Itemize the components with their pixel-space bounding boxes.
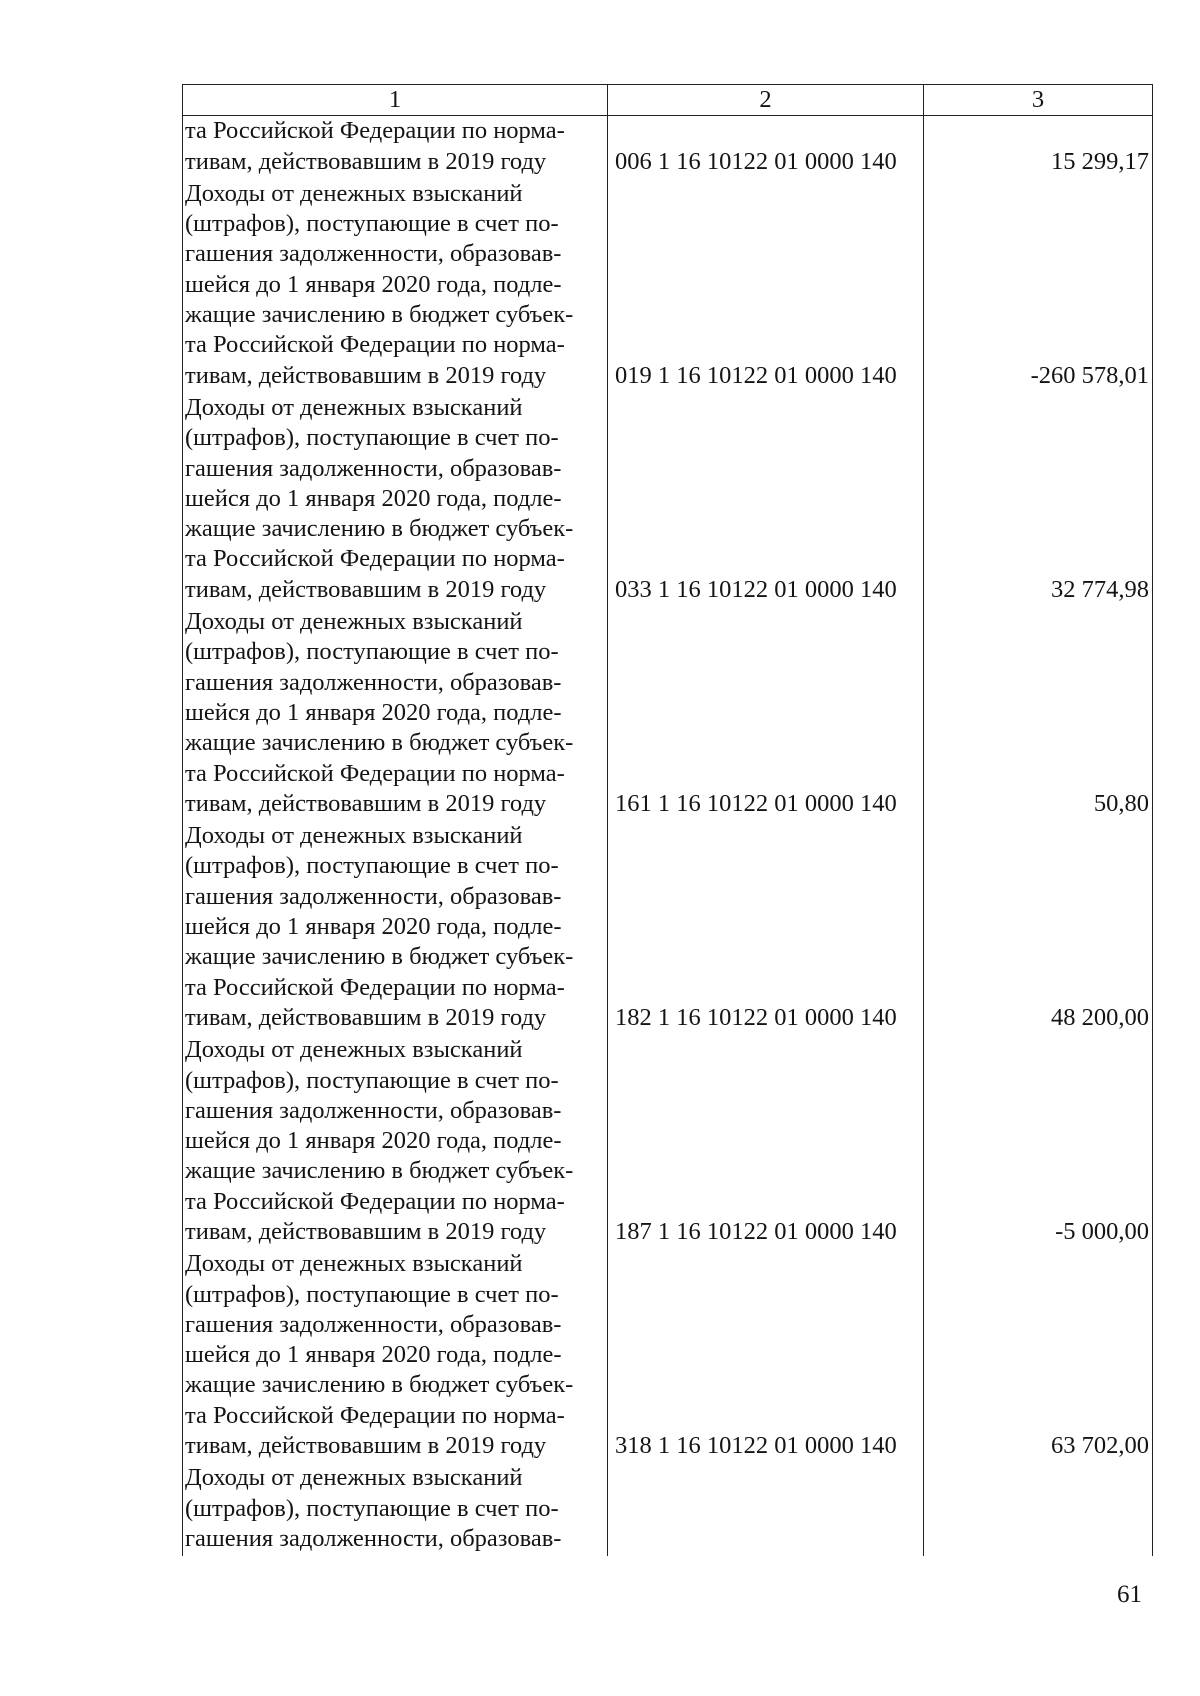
revenue-table [182, 84, 1153, 1556]
description-cell [183, 607, 608, 821]
description-cell [183, 116, 608, 179]
description-line: тивам, действовавшим в 2019 году [185, 147, 547, 175]
description-line: жащие зачислению в бюджет субъек- [185, 1157, 574, 1185]
budget-code-cell: 161 1 16 10122 01 0000 140 [608, 607, 924, 821]
budget-code-cell: 006 1 16 10122 01 0000 140 [608, 116, 924, 179]
column-header-3: 3 [924, 85, 1153, 116]
budget-code-cell [608, 1463, 924, 1556]
description-line: Доходы от денежных взысканий [185, 1464, 523, 1492]
description-cell [183, 179, 608, 393]
amount-cell: -260 578,01 [924, 179, 1153, 393]
amount-cell: 63 702,00 [924, 1249, 1153, 1463]
amount-cell: 32 774,98 [924, 393, 1153, 607]
table-row [183, 607, 1153, 821]
description-line: тивам, действовавшим в 2019 году [185, 575, 547, 603]
description-line: тивам, действовавшим в 2019 году [185, 361, 547, 389]
description-line: та Российской Федерации по норма- [185, 1187, 565, 1215]
description-line: шейся до 1 января 2020 года, подле- [185, 1127, 562, 1155]
description-line: гашения задолженности, образовав- [185, 454, 562, 482]
description-line: тивам, действовавшим в 2019 году [185, 789, 547, 817]
description-line: Доходы от денежных взысканий [185, 822, 523, 850]
column-header-1: 1 [183, 85, 608, 116]
amount-cell: 50,80 [924, 607, 1153, 821]
budget-code-cell: 318 1 16 10122 01 0000 140 [608, 1249, 924, 1463]
description-cell [183, 821, 608, 1035]
description-line: та Российской Федерации по норма- [185, 545, 565, 573]
amount-cell [924, 1463, 1153, 1556]
table-row [183, 179, 1153, 393]
table-row [183, 116, 1153, 179]
description-line: шейся до 1 января 2020 года, подле- [185, 270, 562, 298]
description-line: тивам, действовавшим в 2019 году [185, 1217, 547, 1245]
budget-code-cell: 033 1 16 10122 01 0000 140 [608, 393, 924, 607]
description-line: жащие зачислению в бюджет субъек- [185, 1371, 574, 1399]
page-number: 61 [1117, 1581, 1142, 1608]
description-cell [183, 1463, 608, 1556]
description-line: жащие зачислению в бюджет субъек- [185, 729, 574, 757]
description-line: шейся до 1 января 2020 года, подле- [185, 913, 562, 941]
description-line: гашения задолженности, образовав- [185, 1310, 562, 1338]
description-line: тивам, действовавшим в 2019 году [185, 1432, 547, 1460]
column-header-2: 2 [608, 85, 924, 116]
description-line: шейся до 1 января 2020 года, подле- [185, 484, 562, 512]
table-row [183, 821, 1153, 1035]
table-body [183, 116, 1153, 1556]
description-line: та Российской Федерации по норма- [185, 331, 565, 359]
description-line: (штрафов), поступающие в счет по- [185, 852, 559, 880]
description-line: шейся до 1 января 2020 года, подле- [185, 698, 562, 726]
description-line: та Российской Федерации по норма- [185, 117, 565, 145]
description-line: жащие зачислению в бюджет субъек- [185, 301, 574, 329]
table-row [183, 1463, 1153, 1556]
description-line: (штрафов), поступающие в счет по- [185, 1494, 559, 1522]
table-row [183, 1249, 1153, 1463]
description-line: та Российской Федерации по норма- [185, 1401, 565, 1429]
description-cell [183, 393, 608, 607]
description-line: гашения задолженности, образовав- [185, 882, 562, 910]
amount-cell: 48 200,00 [924, 821, 1153, 1035]
description-line: гашения задолженности, образовав- [185, 1524, 562, 1552]
amount-cell: -5 000,00 [924, 1035, 1153, 1249]
description-line: Доходы от денежных взысканий [185, 393, 523, 421]
table-header-row [183, 85, 1153, 116]
description-line: (штрафов), поступающие в счет по- [185, 1280, 559, 1308]
description-line: гашения задолженности, образовав- [185, 1096, 562, 1124]
description-line: Доходы от денежных взысканий [185, 1250, 523, 1278]
table-row [183, 1035, 1153, 1249]
description-cell [183, 1249, 608, 1463]
amount-cell: 15 299,17 [924, 116, 1153, 179]
description-line: (штрафов), поступающие в счет по- [185, 424, 559, 452]
budget-code-cell: 019 1 16 10122 01 0000 140 [608, 179, 924, 393]
description-line: тивам, действовавшим в 2019 году [185, 1003, 547, 1031]
description-line: Доходы от денежных взысканий [185, 179, 523, 207]
description-line: та Российской Федерации по норма- [185, 973, 565, 1001]
budget-code-cell: 187 1 16 10122 01 0000 140 [608, 1035, 924, 1249]
description-line: гашения задолженности, образовав- [185, 240, 562, 268]
description-line: (штрафов), поступающие в счет по- [185, 210, 559, 238]
description-line: та Российской Федерации по норма- [185, 759, 565, 787]
budget-code-cell: 182 1 16 10122 01 0000 140 [608, 821, 924, 1035]
table-row [183, 393, 1153, 607]
description-line: шейся до 1 января 2020 года, подле- [185, 1341, 562, 1369]
description-line: жащие зачислению в бюджет субъек- [185, 515, 574, 543]
description-line: гашения задолженности, образовав- [185, 668, 562, 696]
description-line: Доходы от денежных взысканий [185, 608, 523, 636]
description-cell [183, 1035, 608, 1249]
description-line: Доходы от денежных взысканий [185, 1036, 523, 1064]
description-line: жащие зачислению в бюджет субъек- [185, 943, 574, 971]
description-line: (штрафов), поступающие в счет по- [185, 1066, 559, 1094]
description-line: (штрафов), поступающие в счет по- [185, 638, 559, 666]
